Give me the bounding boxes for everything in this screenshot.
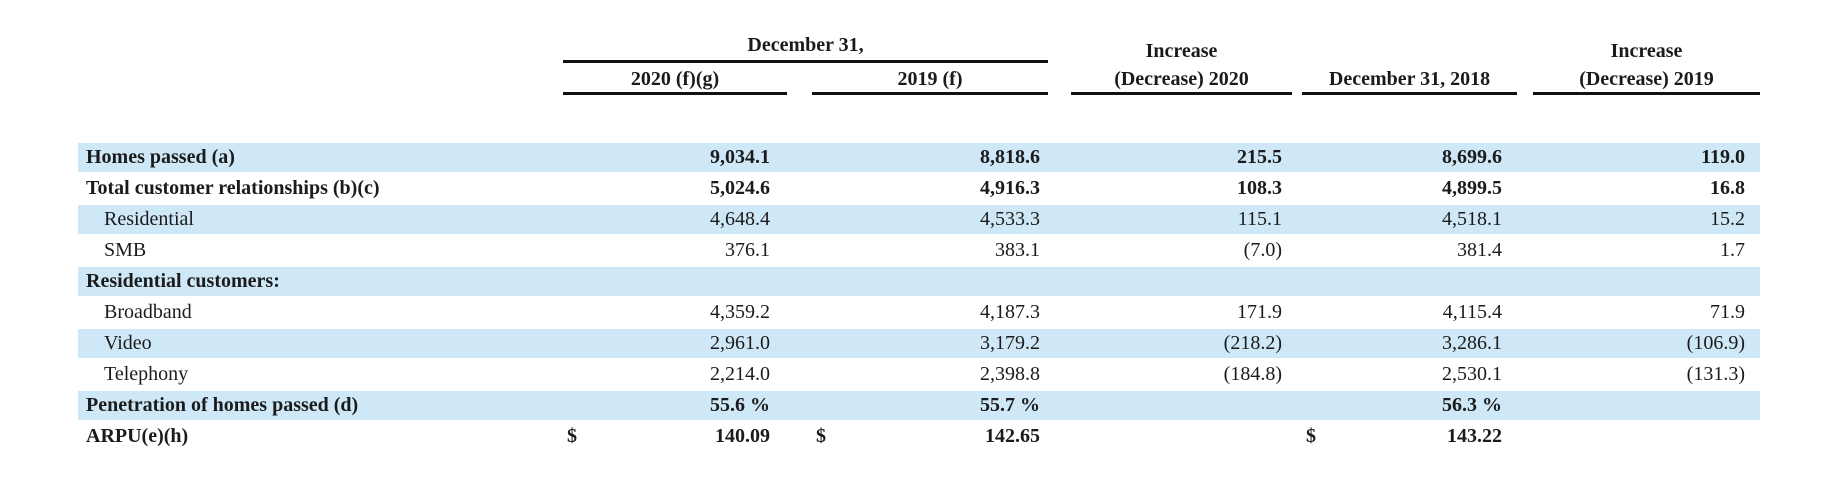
cell-2020 xyxy=(563,267,812,296)
cell-increase-2019 xyxy=(1533,298,1760,327)
header-increase-2019-line1: Increase xyxy=(1610,40,1683,62)
header-increase-2020-line1: Increase xyxy=(1145,40,1218,62)
value-2019: 142.65 xyxy=(985,425,1040,447)
dollar-sign-2020 xyxy=(563,205,599,234)
cell-increase-2019 xyxy=(1533,143,1760,172)
value-increase-2019: (131.3) xyxy=(1686,363,1745,385)
cell-december-2018 xyxy=(1302,422,1533,451)
header-2019: 2019 (f) xyxy=(812,66,1048,95)
cell-increase-2020 xyxy=(1071,205,1302,234)
dollar-sign-2019 xyxy=(812,236,848,265)
value-increase-2019: 16.8 xyxy=(1710,177,1745,199)
row-label: SMB xyxy=(104,239,147,261)
value-2019: 3,179.2 xyxy=(980,332,1040,354)
dollar-sign-2018 xyxy=(1302,143,1338,172)
cell-2020 xyxy=(563,298,812,327)
cell-2020 xyxy=(563,174,812,203)
cell-2020 xyxy=(563,205,812,234)
value-increase-2019: 71.9 xyxy=(1710,301,1745,323)
cell-increase-2020 xyxy=(1071,298,1302,327)
value-2020: 55.6 % xyxy=(710,394,770,416)
row-label: Residential xyxy=(104,208,194,230)
row-label: Total customer relationships (b)(c) xyxy=(86,177,380,199)
table-row xyxy=(78,267,1760,298)
cell-increase-2019 xyxy=(1533,267,1760,296)
row-label: ARPU(e)(h) xyxy=(86,425,189,447)
cell-december-2018 xyxy=(1302,329,1533,358)
row-label: Residential customers: xyxy=(86,270,280,292)
cell-2019 xyxy=(812,391,1071,420)
table-row xyxy=(78,329,1760,360)
table-row xyxy=(78,298,1760,329)
value-2018: 143.22 xyxy=(1447,425,1502,447)
dollar-sign-2019 xyxy=(812,391,848,420)
cell-2020 xyxy=(563,391,812,420)
value-2018: 8,699.6 xyxy=(1442,146,1502,168)
cell-increase-2020 xyxy=(1071,143,1302,172)
value-increase-2019 xyxy=(1533,391,1760,420)
cell-increase-2020 xyxy=(1071,267,1302,296)
row-label: Video xyxy=(104,332,152,354)
dollar-sign-2019 xyxy=(812,205,848,234)
value-2018: 4,899.5 xyxy=(1442,177,1502,199)
dollar-sign-2019 xyxy=(812,174,848,203)
dollar-sign-2019: $ xyxy=(816,425,826,447)
dollar-sign-2018 xyxy=(1302,174,1338,203)
row-label: Penetration of homes passed (d) xyxy=(86,394,359,416)
cell-increase-2020 xyxy=(1071,329,1302,358)
value-2018: 2,530.1 xyxy=(1442,363,1502,385)
cell-2019 xyxy=(812,360,1071,389)
cell-increase-2020 xyxy=(1071,360,1302,389)
cell-increase-2019 xyxy=(1533,205,1760,234)
value-increase-2019 xyxy=(1533,422,1760,451)
value-increase-2019: 15.2 xyxy=(1710,208,1745,230)
header-increase-2020-line2: (Decrease) 2020 xyxy=(1071,66,1292,95)
value-2018: 4,115.4 xyxy=(1442,301,1502,323)
value-2018: 56.3 % xyxy=(1442,394,1502,416)
dollar-sign-2019 xyxy=(812,329,848,358)
cell-2019 xyxy=(812,267,1071,296)
value-increase-2020: 171.9 xyxy=(1237,301,1282,323)
dollar-sign-2019 xyxy=(812,267,848,296)
value-2018: 4,518.1 xyxy=(1442,208,1502,230)
cell-december-2018 xyxy=(1302,236,1533,265)
dollar-sign-2020: $ xyxy=(567,425,577,447)
value-2020: 4,648.4 xyxy=(710,208,770,230)
value-increase-2019: 1.7 xyxy=(1720,239,1745,261)
value-2020: 2,961.0 xyxy=(710,332,770,354)
value-increase-2019 xyxy=(1533,267,1760,296)
dollar-sign-2020 xyxy=(563,391,599,420)
value-2020: 4,359.2 xyxy=(710,301,770,323)
value-2019 xyxy=(848,267,1071,296)
value-2020 xyxy=(599,267,812,296)
value-increase-2019: 119.0 xyxy=(1701,146,1745,168)
cell-2019 xyxy=(812,174,1071,203)
value-increase-2020: 215.5 xyxy=(1237,146,1282,168)
cell-2020 xyxy=(563,422,812,451)
dollar-sign-2020 xyxy=(563,360,599,389)
cell-increase-2019 xyxy=(1533,174,1760,203)
value-increase-2020 xyxy=(1071,422,1302,451)
value-2020: 140.09 xyxy=(715,425,770,447)
cell-december-2018 xyxy=(1302,298,1533,327)
cell-2020 xyxy=(563,360,812,389)
header-increase-2019-line2: (Decrease) 2019 xyxy=(1533,66,1760,95)
value-2018: 3,286.1 xyxy=(1442,332,1502,354)
dollar-sign-2018: $ xyxy=(1306,425,1316,447)
cell-december-2018 xyxy=(1302,360,1533,389)
dollar-sign-2018 xyxy=(1302,329,1338,358)
header-december-31: December 31, xyxy=(563,30,1048,63)
cell-2019 xyxy=(812,205,1071,234)
dollar-sign-2020 xyxy=(563,267,599,296)
row-label: Broadband xyxy=(104,301,192,323)
dollar-sign-2018 xyxy=(1302,360,1338,389)
cell-2019 xyxy=(812,422,1071,451)
header-december-2018: December 31, 2018 xyxy=(1302,66,1517,95)
cell-2020 xyxy=(563,143,812,172)
table-row xyxy=(78,174,1760,205)
cell-december-2018 xyxy=(1302,143,1533,172)
value-2020: 5,024.6 xyxy=(710,177,770,199)
value-increase-2020: (184.8) xyxy=(1223,363,1282,385)
cell-december-2018 xyxy=(1302,391,1533,420)
dollar-sign-2020 xyxy=(563,236,599,265)
financial-statistics-table xyxy=(78,30,1760,480)
table-row xyxy=(78,143,1760,174)
value-2020: 376.1 xyxy=(725,239,770,261)
value-2019: 4,187.3 xyxy=(980,301,1040,323)
table-body xyxy=(78,143,1760,453)
row-label: Telephony xyxy=(104,363,189,385)
dollar-sign-2018 xyxy=(1302,298,1338,327)
cell-increase-2019 xyxy=(1533,329,1760,358)
dollar-sign-2020 xyxy=(563,329,599,358)
cell-increase-2019 xyxy=(1533,360,1760,389)
value-increase-2020: 115.1 xyxy=(1237,208,1282,230)
table-row xyxy=(78,205,1760,236)
dollar-sign-2019 xyxy=(812,143,848,172)
value-increase-2019: (106.9) xyxy=(1686,332,1745,354)
table-row xyxy=(78,422,1760,453)
dollar-sign-2019 xyxy=(812,298,848,327)
dollar-sign-2018 xyxy=(1302,236,1338,265)
value-increase-2020: (218.2) xyxy=(1223,332,1282,354)
cell-2019 xyxy=(812,298,1071,327)
value-increase-2020 xyxy=(1071,391,1302,420)
cell-december-2018 xyxy=(1302,267,1533,296)
cell-december-2018 xyxy=(1302,174,1533,203)
table-row xyxy=(78,391,1760,422)
value-2019: 2,398.8 xyxy=(980,363,1040,385)
value-increase-2020 xyxy=(1071,267,1302,296)
dollar-sign-2019 xyxy=(812,360,848,389)
value-2018: 381.4 xyxy=(1457,239,1502,261)
cell-increase-2020 xyxy=(1071,422,1302,451)
value-2019: 4,916.3 xyxy=(980,177,1040,199)
cell-2019 xyxy=(812,236,1071,265)
cell-2019 xyxy=(812,329,1071,358)
table-row xyxy=(78,360,1760,391)
dollar-sign-2020 xyxy=(563,174,599,203)
cell-increase-2019 xyxy=(1533,391,1760,420)
cell-2020 xyxy=(563,329,812,358)
cell-increase-2020 xyxy=(1071,236,1302,265)
row-label: Homes passed (a) xyxy=(86,146,235,168)
cell-december-2018 xyxy=(1302,205,1533,234)
table-row xyxy=(78,236,1760,267)
dollar-sign-2020 xyxy=(563,298,599,327)
value-2019: 4,533.3 xyxy=(980,208,1040,230)
dollar-sign-2018 xyxy=(1302,267,1338,296)
header-2020: 2020 (f)(g) xyxy=(563,66,787,95)
value-increase-2020: (7.0) xyxy=(1243,239,1282,261)
cell-2019 xyxy=(812,143,1071,172)
cell-2020 xyxy=(563,236,812,265)
value-2019: 55.7 % xyxy=(980,394,1040,416)
dollar-sign-2018 xyxy=(1302,391,1338,420)
cell-increase-2019 xyxy=(1533,422,1760,451)
value-2019: 8,818.6 xyxy=(980,146,1040,168)
value-2018 xyxy=(1338,267,1533,296)
dollar-sign-2018 xyxy=(1302,205,1338,234)
cell-increase-2020 xyxy=(1071,174,1302,203)
value-2020: 2,214.0 xyxy=(710,363,770,385)
cell-increase-2019 xyxy=(1533,236,1760,265)
cell-increase-2020 xyxy=(1071,391,1302,420)
dollar-sign-2020 xyxy=(563,143,599,172)
value-increase-2020: 108.3 xyxy=(1237,177,1282,199)
value-2019: 383.1 xyxy=(995,239,1040,261)
value-2020: 9,034.1 xyxy=(710,146,770,168)
